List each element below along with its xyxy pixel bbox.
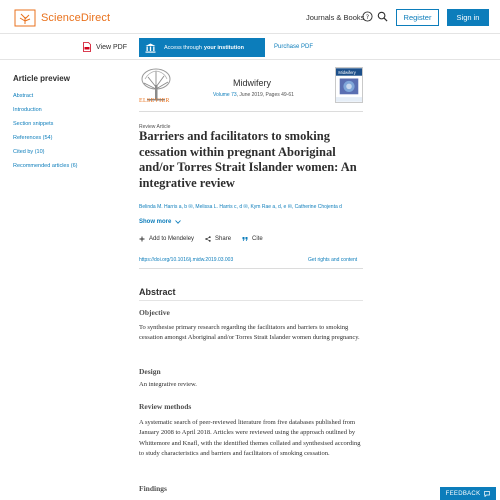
chevron-down-icon	[175, 220, 181, 224]
search-icon[interactable]	[377, 11, 388, 22]
access-institution-button[interactable]	[139, 38, 265, 57]
logo-text: ScienceDirect	[41, 12, 111, 24]
cover-title: Midwifery	[338, 69, 356, 75]
abstract-heading: Abstract	[139, 287, 176, 297]
design-heading: Design	[139, 367, 161, 376]
share-button[interactable]	[205, 236, 231, 242]
feedback-button[interactable]	[440, 487, 496, 500]
objective-text: To synthesise primary research regarding the facilitators and barriers to smoking cessation amongst Aboriginal and/or Torres Strait Islander women during pregnancy.	[139, 324, 360, 342]
article-actions	[139, 236, 274, 242]
author-list[interactable]: Belinda M. Harris a, b ✉, Melissa L. Harris c, d ✉, Kym Rae a, d, e ✉, Catherine Chojenta d	[139, 204, 342, 210]
rights-link[interactable]: Get rights and content	[308, 257, 358, 263]
institution-icon	[145, 43, 156, 53]
pdf-icon	[83, 42, 91, 52]
plus-icon	[139, 236, 145, 242]
chat-bubble-icon	[484, 491, 490, 497]
share-label: Share	[215, 236, 232, 242]
article-toolbar	[0, 34, 500, 60]
article-preview-title: Article preview	[13, 74, 70, 83]
article-preview-nav	[13, 93, 78, 177]
objective-heading: Objective	[139, 308, 170, 317]
show-more-button[interactable]	[139, 219, 181, 225]
feedback-label: FEEDBACK	[445, 490, 481, 497]
sciencedirect-logo[interactable]	[14, 9, 110, 27]
sidebar-item-abstract[interactable]: Abstract	[13, 93, 34, 99]
review-methods-heading: Review methods	[139, 402, 192, 411]
volume-link[interactable]: Volume 73	[213, 92, 237, 98]
article-type: Review Article	[139, 124, 171, 130]
article-title: Barriers and facilitators to smoking cessation within pregnant Aboriginal and/or Torres Strait Islander women: An integrative review	[139, 129, 357, 190]
journal-name[interactable]: Midwifery	[233, 78, 272, 88]
signin-button[interactable]: Sign in	[447, 9, 489, 26]
help-icon[interactable]	[362, 11, 373, 22]
design-text: An integrative review.	[139, 381, 197, 388]
abstract-divider	[139, 300, 363, 301]
sidebar-item-recommended[interactable]: Recommended articles (6)	[13, 163, 78, 169]
journals-books-link[interactable]: Journals & Books	[306, 13, 365, 22]
top-header	[0, 0, 500, 34]
quote-icon	[242, 236, 248, 242]
doi-divider	[139, 268, 363, 269]
register-button[interactable]: Register	[396, 9, 439, 26]
purchase-pdf-link[interactable]: Purchase PDF	[274, 44, 314, 50]
banner-divider	[139, 111, 363, 112]
svg-text:?: ?	[365, 12, 370, 21]
add-to-mendeley-label: Add to Mendeley	[149, 236, 195, 242]
journal-cover-image[interactable]	[335, 67, 363, 103]
sidebar-item-section-snippets[interactable]: Section snippets	[13, 121, 54, 127]
review-methods-text: A systematic search of peer-reviewed literature from five databases published from January 2008 to April 2018. Articles were reviewed using the approach outlined by Whittemore and Knafl, with the identified themes collated and synthesised according to study characteristics and barriers and facilitators of smoking cessation.	[139, 419, 361, 457]
elsevier-tree-icon	[14, 9, 36, 27]
cite-label: Cite	[252, 236, 263, 242]
doi-link[interactable]: https://doi.org/10.1016/j.midw.2019.03.003	[139, 257, 234, 263]
share-icon	[205, 236, 211, 242]
access-prefix: Access through	[164, 44, 202, 51]
view-pdf-button[interactable]	[83, 42, 127, 52]
cite-button[interactable]	[242, 236, 263, 242]
findings-heading: Findings	[139, 484, 167, 493]
show-more-label: Show more	[139, 219, 172, 225]
sidebar-item-introduction[interactable]: Introduction	[13, 107, 42, 113]
access-bold: your institution	[203, 44, 244, 51]
add-to-mendeley-button[interactable]	[139, 236, 194, 242]
sidebar-item-references[interactable]: References (54)	[13, 135, 53, 141]
journal-meta	[213, 92, 294, 98]
sidebar-item-cited-by[interactable]: Cited by (10)	[13, 149, 45, 155]
view-pdf-label: View PDF	[96, 43, 127, 51]
journal-meta-rest: , June 2019, Pages 49-61	[236, 92, 294, 98]
elsevier-wordmark: ELSEVIER	[139, 98, 170, 104]
